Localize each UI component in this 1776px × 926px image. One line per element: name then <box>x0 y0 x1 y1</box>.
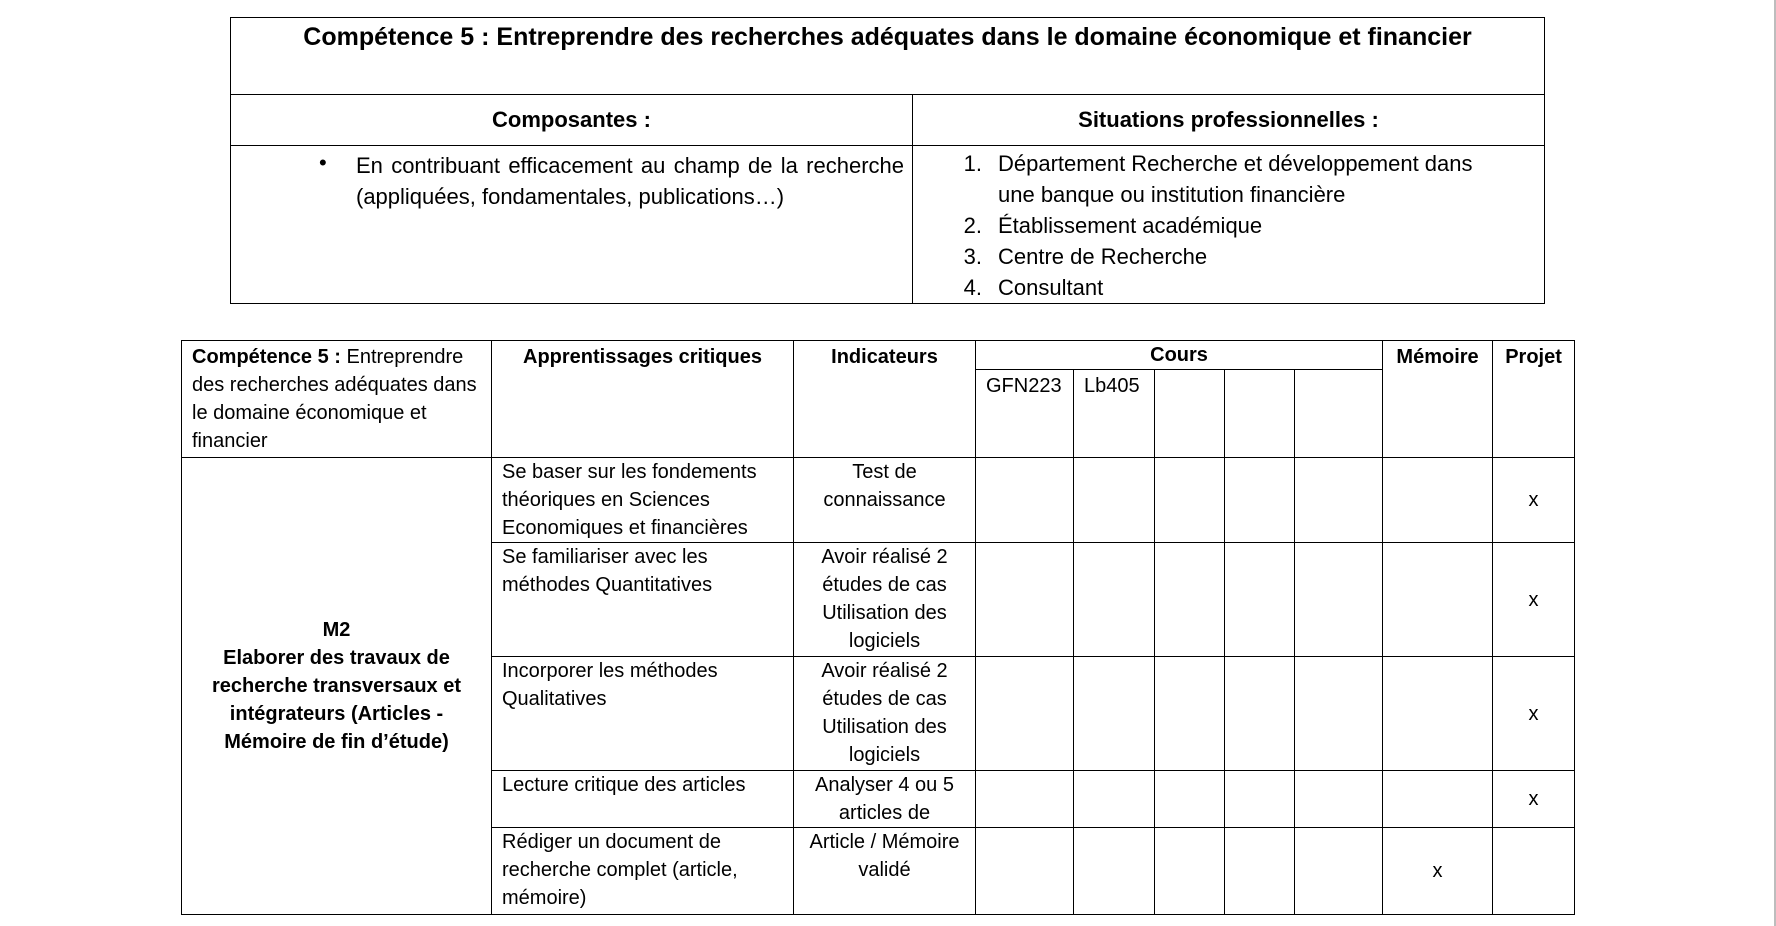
indicateurs-header: Indicateurs <box>794 341 976 458</box>
list-item: 3. Centre de Recherche <box>913 241 1544 272</box>
module-m2-cell <box>182 458 492 915</box>
course-mark-cell <box>1225 458 1295 543</box>
course-code-lb405: Lb405 <box>1074 370 1155 458</box>
situations-header: Situations professionnelles : <box>913 95 1545 146</box>
composante-item: En contribuant efficacement au champ de la recherche (appliquées, fondamentales, publications…) <box>356 153 904 209</box>
memoire-mark <box>1383 458 1493 543</box>
table-row <box>182 458 1575 543</box>
course-mark-cell <box>976 543 1074 657</box>
course-code-empty <box>1225 370 1295 458</box>
course-mark-cell <box>1225 828 1295 915</box>
course-mark-cell <box>1225 657 1295 771</box>
course-mark-cell <box>1225 543 1295 657</box>
situation-text: Centre de Recherche <box>998 244 1208 269</box>
bullet-marker: • <box>319 150 327 175</box>
course-mark-cell <box>976 458 1074 543</box>
course-mark-cell <box>1074 657 1155 771</box>
situation-text: Département Recherche et développement dans une banque ou institution financière <box>998 151 1473 207</box>
cours-header: Cours <box>976 341 1383 370</box>
apprentissages-matrix-table <box>181 340 1575 915</box>
projet-mark <box>1493 828 1575 915</box>
course-mark-cell <box>976 657 1074 771</box>
apprentissage-cell: Rédiger un document de recherche complet (article, mémoire) <box>492 828 794 915</box>
course-mark-cell <box>1155 458 1225 543</box>
projet-mark: x <box>1493 657 1575 771</box>
module-code: M2 <box>322 619 351 641</box>
memoire-mark: x <box>1383 828 1493 915</box>
projet-mark: x <box>1493 771 1575 828</box>
course-code-empty <box>1155 370 1225 458</box>
indicateur-cell: Analyser 4 ou 5 articles de <box>794 771 976 828</box>
indicateur-cell: Test de connaissance <box>794 458 976 543</box>
apprentissages-header: Apprentissages critiques <box>492 341 794 458</box>
indicateur-cell: Avoir réalisé 2 études de cas Utilisation des logiciels <box>794 657 976 771</box>
memoire-mark <box>1383 657 1493 771</box>
composantes-list <box>231 146 912 212</box>
competence-label-cell <box>182 341 492 458</box>
course-mark-cell <box>1074 458 1155 543</box>
apprentissage-cell: Se baser sur les fondements théoriques en Sciences Economiques et financières <box>492 458 794 543</box>
composantes-cell <box>231 146 913 304</box>
competence-label-text: Entreprendre des recherches adéquates dans le domaine économique et financier <box>192 346 477 452</box>
list-item: 1. Département Recherche et développement dans une banque ou institution financière <box>913 148 1544 210</box>
competence-summary-table <box>230 17 1545 304</box>
course-mark-cell <box>1074 771 1155 828</box>
course-mark-cell <box>1074 543 1155 657</box>
situations-cell <box>913 146 1545 304</box>
module-title: Elaborer des travaux de recherche transversaux et intégrateurs (Articles - Mémoire de fin d’étude) <box>211 647 462 753</box>
projet-mark: x <box>1493 458 1575 543</box>
situation-text: Consultant <box>998 275 1104 300</box>
course-mark-cell <box>1155 828 1225 915</box>
apprentissage-cell: Incorporer les méthodes Qualitatives <box>492 657 794 771</box>
course-code-empty <box>1295 370 1383 458</box>
course-mark-cell <box>1074 828 1155 915</box>
list-item: 4. Consultant <box>913 272 1544 303</box>
memoire-mark <box>1383 771 1493 828</box>
course-mark-cell <box>1295 543 1383 657</box>
projet-header: Projet <box>1493 341 1575 458</box>
competence-label-bold: Compétence 5 : <box>192 346 341 368</box>
course-mark-cell <box>1155 771 1225 828</box>
indicateur-cell: Article / Mémoire validé <box>794 828 976 915</box>
memoire-mark <box>1383 543 1493 657</box>
situations-list <box>913 146 1544 303</box>
projet-mark: x <box>1493 543 1575 657</box>
situation-text: Établissement académique <box>998 213 1263 238</box>
memoire-header: Mémoire <box>1383 341 1493 458</box>
course-mark-cell <box>976 828 1074 915</box>
competence-title: Compétence 5 : Entreprendre des recherches adéquates dans le domaine économique et financier <box>231 18 1545 95</box>
list-item: 2. Établissement académique <box>913 210 1544 241</box>
course-code-gfn223: GFN223 <box>976 370 1074 458</box>
course-mark-cell <box>1155 543 1225 657</box>
indicateur-cell: Avoir réalisé 2 études de cas Utilisation des logiciels <box>794 543 976 657</box>
apprentissage-cell: Lecture critique des articles <box>492 771 794 828</box>
course-mark-cell <box>976 771 1074 828</box>
course-mark-cell <box>1295 458 1383 543</box>
course-mark-cell <box>1155 657 1225 771</box>
apprentissage-cell: Se familiariser avec les méthodes Quantitatives <box>492 543 794 657</box>
composantes-header: Composantes : <box>231 95 913 146</box>
course-mark-cell <box>1295 771 1383 828</box>
course-mark-cell <box>1295 828 1383 915</box>
course-mark-cell <box>1225 771 1295 828</box>
course-mark-cell <box>1295 657 1383 771</box>
